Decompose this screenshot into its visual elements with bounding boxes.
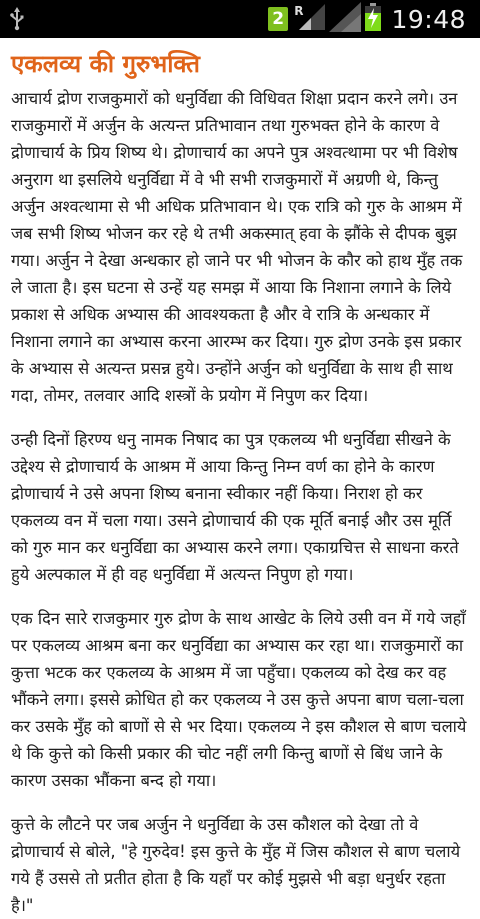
article-paragraph: एक दिन सारे राजकुमार गुरु द्रोण के साथ आखेट के लिये उसी वन में गये जहाँ पर एकलव्य आश्रम बना कर धनुर्विद्या का अभ्यास कर रहा था। राजकुमारों का कुत्ता भटक कर एकलव्य के आश्रम में जा पहुँचा। एकलव्य को देख कर वह भौंकने लगा। इससे क्रोधित हो कर एकलव्य ने उस कुत्ते अपना बाण चला-चला कर उसके मुँह को बाणों से से भर दिया। एकलव्य ने इस कौशल से बाण चलाये थे कि कुत्ते को किसी प्रकार की चोट नहीं लगी किन्तु बाणों से बिंध जाने के कारण उसका भौंकना बन्द हो गया। [11,609,467,790]
wifi-signal-icon [329,2,361,36]
article-title: एकलव्य की गुरुभक्ति [11,50,200,78]
article-paragraph: आचार्य द्रोण राजकुमारों को धनुर्विद्या की विधिवत शिक्षा प्रदान करने लगे। उन राजकुमारों में अर्जुन के अत्यन्त प्रतिभावान तथा गुरुभक्त होने के कारण वे द्रोणाचार्य के प्रिय शिष्य थे। द्रोणाचार्य का अपने पुत्र अश्वत्थामा पर भी विशेष अनुराग था इसलिये धनुर्विद्या में वे भी सभी राजकुमारों में अग्रणी थे, किन्तु अर्जुन अश्वत्थामा से भी अधिक प्रतिभावान थे। एक रात्रि को गुरु के आश्रम में जब सभी शिष्य भोजन कर रहे थे तभी अकस्मात् हवा के झौंके से दीपक बुझ गया। अर्जुन ने देखा अन्धकार हो जाने पर भी भोजन के कौर को हाथ मुँह तक ले जाता है। इस घटना से उन्हें यह समझ में आया कि निशाना लगाने के लिये प्रकाश से अधिक अभ्यास की आवश्यकता है और वे रात्रि के अन्धकार में निशाना लगाने का अभ्यास करना आरम्भ कर दिया। गुरु द्रोण उनके इस प्रकार के अभ्यास से अत्यन्त प्रसन्न हुये। उन्होंने अर्जुन को धनुर्विद्या के साथ ही साथ गदा, तोमर, तलवार आदि शस्त्रों के प्रयोग में निपुण कर दिया। [11,89,463,405]
usb-icon [10,7,24,35]
status-bar [0,0,480,38]
battery-charging-icon [365,3,381,35]
notification-count-badge[interactable]: 2 [268,7,288,31]
article-content[interactable] [0,38,480,915]
article-paragraph: उन्ही दिनों हिरण्य धनु नामक निषाद का पुत्र एकलव्य भी धनुर्विद्या सीखने के उद्देश्य से द्रोणाचार्य के आश्रम में आया किन्तु निम्न वर्ण का होने के कारण द्रोणाचार्य ने उसे अपना शिष्य बनाना स्वीकार नहीं किया। निराश हो कर एकलव्य वन में चला गया। उसने द्रोणाचार्य की एक मूर्ति बनाई और उस मूर्ति को गुरु मान कर धनुर्विद्या का अभ्यास करने लगा। एकाग्रचित्त से साधना करते हुये अल्पकाल में ही वह धनुर्विद्या में अत्यन्त निपुण हो गया। [11,430,459,584]
article-paragraph: कुत्ते के लौटने पर जब अर्जुन ने धनुर्विद्या के उस कौशल को देखा तो वे द्रोणाचार्य से बोले, "हे गुरुदेव! इस कुत्ते के मुँह में जिस कौशल से बाण चलाये गये हैं उससे तो प्रतीत होता है कि यहाँ पर कोई मुझसे भी बड़ा धनुर्धर रहता है।" [11,815,461,915]
status-bar-clock: 19:48 [391,4,466,34]
roaming-indicator: R [294,4,304,18]
